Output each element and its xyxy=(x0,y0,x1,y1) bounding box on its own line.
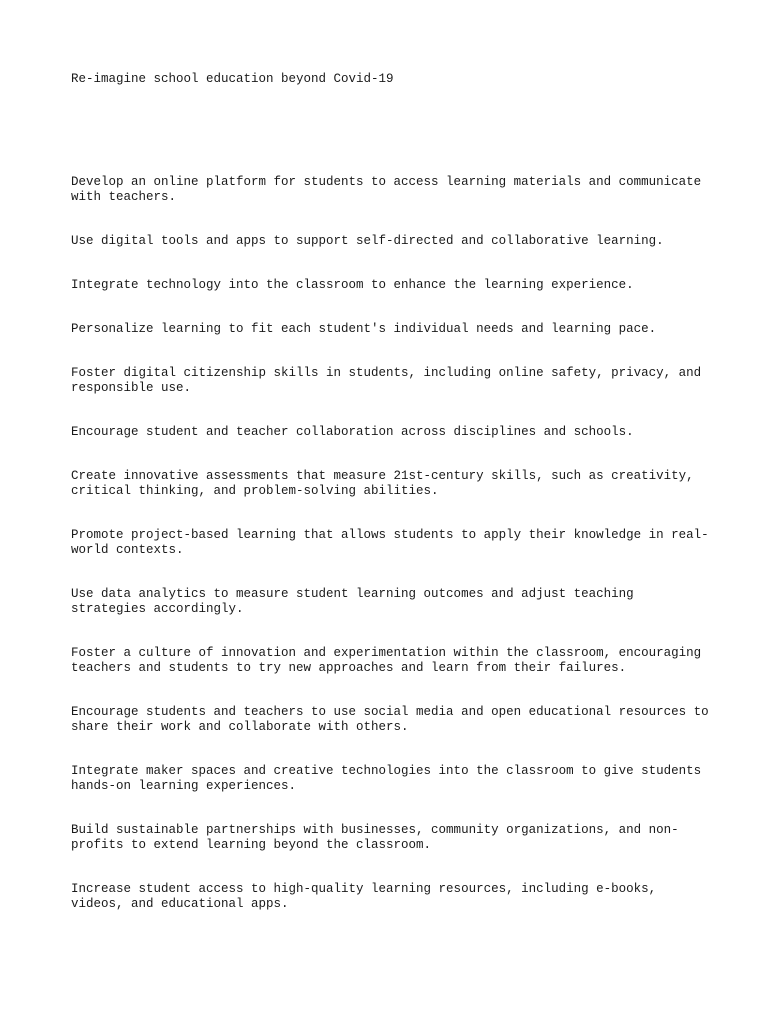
list-item: Build sustainable partnerships with businesses, community organizations, and non-profits to extend learning beyond the classroom. xyxy=(71,823,679,852)
list-item: Use data analytics to measure student learning outcomes and adjust teaching strategies accordingly. xyxy=(71,587,634,616)
list-item: Integrate maker spaces and creative technologies into the classroom to give students hands-on learning experiences. xyxy=(71,764,702,793)
list-item: Encourage students and teachers to use social media and open educational resources to share their work and collaborate with others. xyxy=(71,705,709,734)
idea-list xyxy=(71,175,711,941)
list-item: Use digital tools and apps to support self-directed and collaborative learning. xyxy=(71,234,664,248)
list-item: Encourage student and teacher collaboration across disciplines and schools. xyxy=(71,425,634,439)
list-item: Develop an online platform for students to access learning materials and communicate with teachers. xyxy=(71,175,702,204)
list-item: Create innovative assessments that measure 21st-century skills, such as creativity, critical thinking, and problem-solving abilities. xyxy=(71,469,694,498)
document-title: Re-imagine school education beyond Covid-19 xyxy=(71,72,394,86)
list-item: Increase student access to high-quality learning resources, including e-books, videos, and educational apps. xyxy=(71,882,657,911)
list-item: Foster a culture of innovation and experimentation within the classroom, encouraging teachers and students to try new approaches and learn from their failures. xyxy=(71,646,702,675)
list-item: Personalize learning to fit each student's individual needs and learning pace. xyxy=(71,322,657,336)
document-page xyxy=(71,72,711,911)
list-item: Integrate technology into the classroom to enhance the learning experience. xyxy=(71,278,634,292)
list-item: Promote project-based learning that allows students to apply their knowledge in real-world contexts. xyxy=(71,528,709,557)
list-item: Foster digital citizenship skills in students, including online safety, privacy, and responsible use. xyxy=(71,366,702,395)
